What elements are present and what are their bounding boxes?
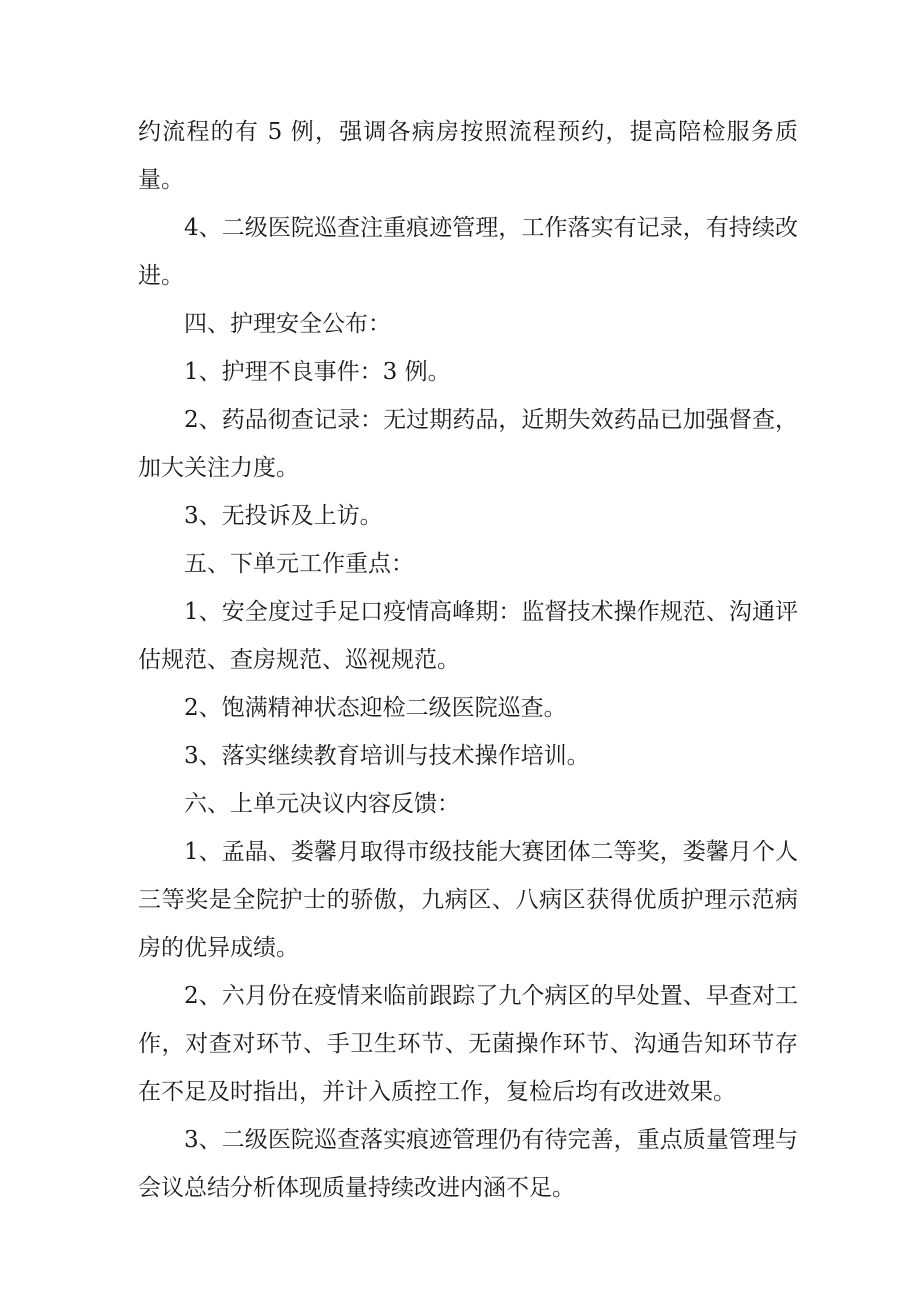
paragraph-item-3: 3、落实继续教育培训与技术操作培训。 [184,743,590,769]
paragraph-item-3: 3、二级医院巡查落实痕迹管理仍有待完善，重点质量管理与会议总结分析体现质量持续改进内涵不足。 [138,1127,798,1201]
paragraph-item-1: 1、孟晶、娄馨月取得市级技能大赛团体二等奖，娄馨月个人三等奖是全院护士的骄傲，九病区、八病区获得优质护理示范病房的优异成绩。 [138,839,798,961]
paragraph-item-3: 3、无投诉及上访。 [184,503,383,529]
paragraph-item-1: 1、安全度过手足口疫情高峰期：监督技术操作规范、沟通评估规范、查房规范、巡视规范。 [138,599,798,673]
document-body [138,108,798,1212]
paragraph-item-4: 4、二级医院巡查注重痕迹管理，工作落实有记录，有持续改进。 [138,215,798,289]
paragraph-item-2: 2、六月份在疫情来临前跟踪了九个病区的早处置、早查对工作，对查对环节、手卫生环节、无菌操作环节、沟通告知环节存在不足及时指出，并计入质控工作，复检后均有改进效果。 [138,983,798,1105]
section-heading-6: 六、上单元决议内容反馈： [184,791,460,817]
paragraph-item-1: 1、护理不良事件：3 例。 [184,359,451,385]
paragraph-continuation: 约流程的有 5 例，强调各病房按照流程预约，提高陪检服务质量。 [138,119,798,193]
paragraph-item-2: 2、药品彻查记录：无过期药品，近期失效药品已加强督查，加大关注力度。 [138,407,798,481]
section-heading-5: 五、下单元工作重点： [184,551,414,577]
section-heading-4: 四、护理安全公布： [184,311,391,337]
paragraph-item-2: 2、饱满精神状态迎检二级医院巡查。 [184,695,567,721]
